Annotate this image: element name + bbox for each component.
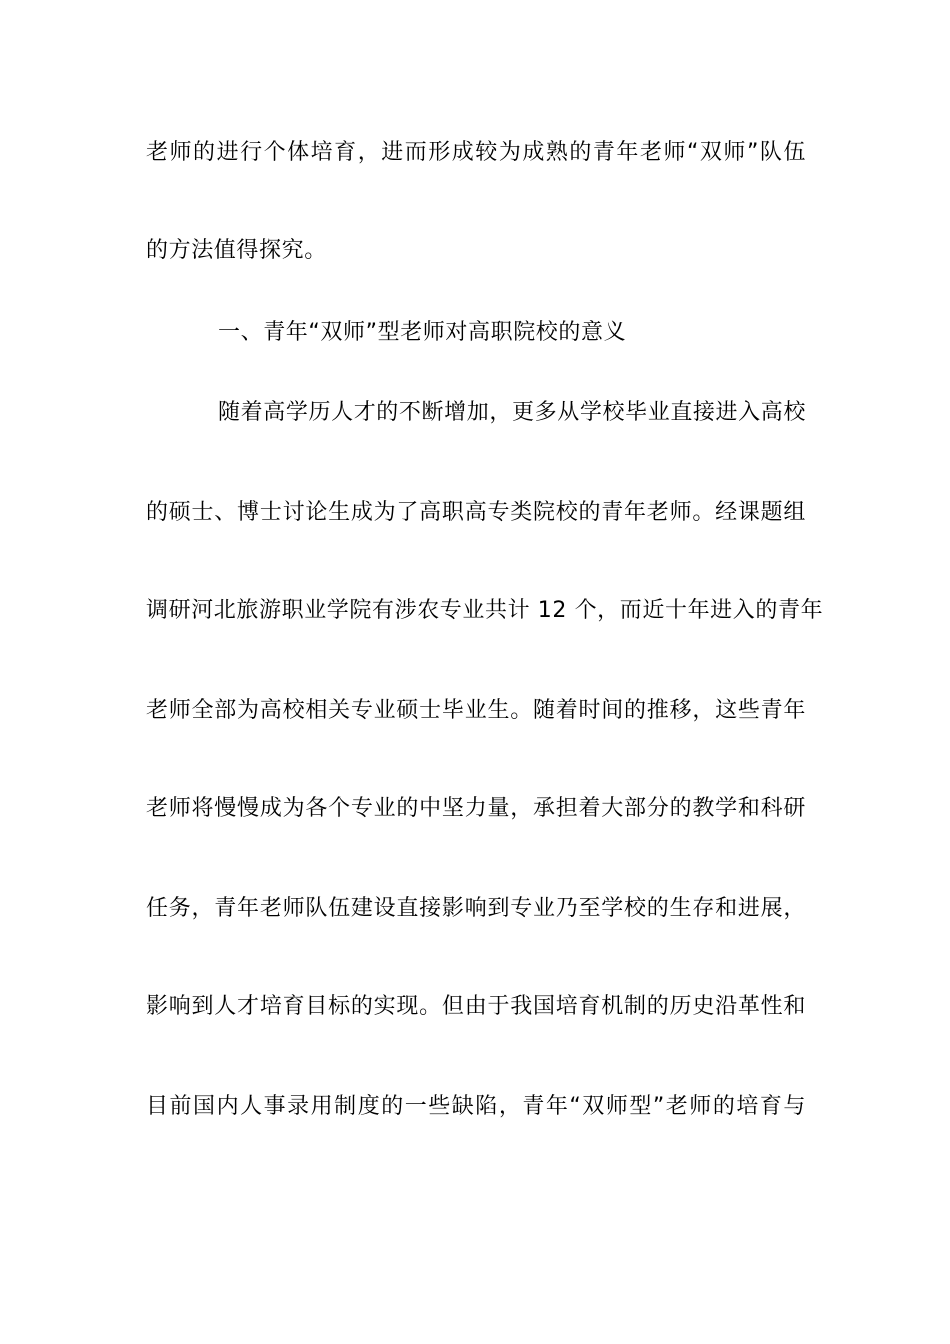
paragraph-line-4: 的硕士、博士讨论生成为了高职高专类院校的青年老师。经课题组	[146, 500, 806, 525]
section-heading: 一、青年“双师”型老师对高职院校的意义	[218, 320, 627, 345]
paragraph-line-6: 老师全部为高校相关专业硕士毕业生。随着时间的推移，这些青年	[146, 698, 806, 723]
paragraph-line-7: 老师将慢慢成为各个专业的中坚力量，承担着大部分的教学和科研	[146, 796, 806, 821]
paragraph-line-3: 随着高学历人才的不断增加，更多从学校毕业直接进入高校	[218, 400, 806, 425]
paragraph-line-5: 调研河北旅游职业学院有涉农专业共计 12 个，而近十年进入的青年	[146, 598, 824, 623]
paragraph-line-2: 的方法值得探究。	[146, 238, 327, 263]
paragraph-line-1: 老师的进行个体培育，进而形成较为成熟的青年老师“双师”队伍	[146, 140, 806, 165]
paragraph-line-9: 影响到人才培育目标的实现。但由于我国培育机制的历史沿革性和	[146, 994, 806, 1019]
paragraph-line-8: 任务，青年老师队伍建设直接影响到专业乃至学校的生存和进展，	[146, 896, 806, 921]
paragraph-line-10: 目前国内人事录用制度的一些缺陷，青年“双师型”老师的培育与	[146, 1094, 806, 1119]
